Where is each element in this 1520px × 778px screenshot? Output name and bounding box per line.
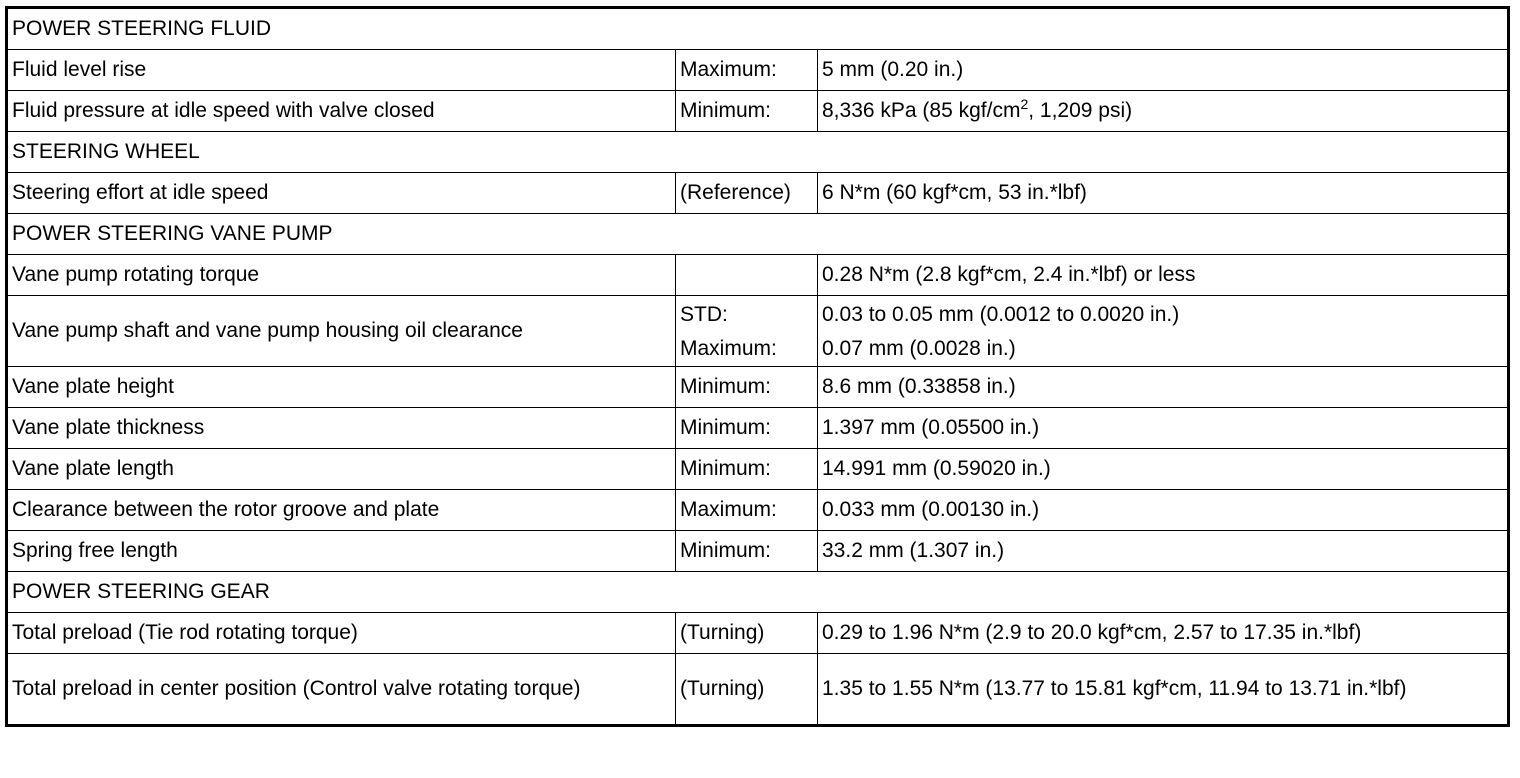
- spec-condition: Minimum:: [676, 449, 818, 490]
- superscript-exponent: 2: [1020, 96, 1029, 112]
- spec-condition: [676, 255, 818, 296]
- spec-item: Vane plate height: [7, 367, 676, 408]
- spec-condition-std: STD:: [680, 303, 728, 326]
- spec-item: Vane pump shaft and vane pump housing oil clearance: [7, 296, 676, 367]
- spec-value: [818, 91, 1509, 132]
- spec-item: Vane plate thickness: [7, 408, 676, 449]
- spec-item: Total preload in center position (Control valve rotating torque): [7, 654, 676, 726]
- spec-item: Steering effort at idle speed: [7, 173, 676, 214]
- spec-table: [5, 6, 1510, 727]
- table-row: [7, 296, 1509, 367]
- table-row: [7, 367, 1509, 408]
- spec-value-max: 0.07 mm (0.0028 in.): [822, 337, 1016, 360]
- spec-value: 0.28 N*m (2.8 kgf*cm, 2.4 in.*lbf) or less: [818, 255, 1509, 296]
- spec-value: 5 mm (0.20 in.): [818, 50, 1509, 91]
- section-title: POWER STEERING VANE PUMP: [7, 214, 1509, 255]
- section-header-row: [7, 132, 1509, 173]
- spec-condition: (Turning): [676, 613, 818, 654]
- spec-condition: Minimum:: [676, 531, 818, 572]
- spec-item: Fluid level rise: [7, 50, 676, 91]
- spec-value: 0.29 to 1.96 N*m (2.9 to 20.0 kgf*cm, 2.57 to 17.35 in.*lbf): [818, 613, 1509, 654]
- table-row: [7, 408, 1509, 449]
- spec-item: Vane pump rotating torque: [7, 255, 676, 296]
- section-header-row: [7, 214, 1509, 255]
- section-title: POWER STEERING FLUID: [7, 8, 1509, 50]
- spec-value-tail: , 1,209 psi): [1028, 99, 1133, 122]
- spec-value: 6 N*m (60 kgf*cm, 53 in.*lbf): [818, 173, 1509, 214]
- table-row: [7, 613, 1509, 654]
- spec-condition-max: Maximum:: [680, 337, 777, 360]
- spec-value: 8.6 mm (0.33858 in.): [818, 367, 1509, 408]
- spec-value: [818, 296, 1509, 367]
- spec-item: Total preload (Tie rod rotating torque): [7, 613, 676, 654]
- spec-value: 1.35 to 1.55 N*m (13.77 to 15.81 kgf*cm, 11.94 to 13.71 in.*lbf): [818, 654, 1509, 726]
- spec-condition: [676, 296, 818, 367]
- spec-value: 0.033 mm (0.00130 in.): [818, 490, 1509, 531]
- spec-value: 1.397 mm (0.05500 in.): [818, 408, 1509, 449]
- spec-value: 14.991 mm (0.59020 in.): [818, 449, 1509, 490]
- spec-condition: (Reference): [676, 173, 818, 214]
- table-row: [7, 490, 1509, 531]
- spec-item: Clearance between the rotor groove and plate: [7, 490, 676, 531]
- spec-item: Fluid pressure at idle speed with valve closed: [7, 91, 676, 132]
- section-title: STEERING WHEEL: [7, 132, 1509, 173]
- section-header-row: [7, 572, 1509, 613]
- spec-value-std: 0.03 to 0.05 mm (0.0012 to 0.0020 in.): [822, 303, 1180, 326]
- spec-condition: Minimum:: [676, 367, 818, 408]
- table-row: [7, 449, 1509, 490]
- spec-condition: Maximum:: [676, 490, 818, 531]
- spec-condition: Maximum:: [676, 50, 818, 91]
- section-title: POWER STEERING GEAR: [7, 572, 1509, 613]
- table-row: [7, 531, 1509, 572]
- spec-value: 33.2 mm (1.307 in.): [818, 531, 1509, 572]
- spec-value-main: 8,336 kPa (85 kgf/cm: [822, 99, 1021, 122]
- spec-condition: (Turning): [676, 654, 818, 726]
- section-header-row: [7, 8, 1509, 50]
- spec-condition: Minimum:: [676, 408, 818, 449]
- spec-item: Vane plate length: [7, 449, 676, 490]
- table-row: [7, 91, 1509, 132]
- table-row: [7, 50, 1509, 91]
- spec-item: Spring free length: [7, 531, 676, 572]
- table-row: [7, 173, 1509, 214]
- spec-condition: Minimum:: [676, 91, 818, 132]
- table-row: [7, 654, 1509, 726]
- table-row: [7, 255, 1509, 296]
